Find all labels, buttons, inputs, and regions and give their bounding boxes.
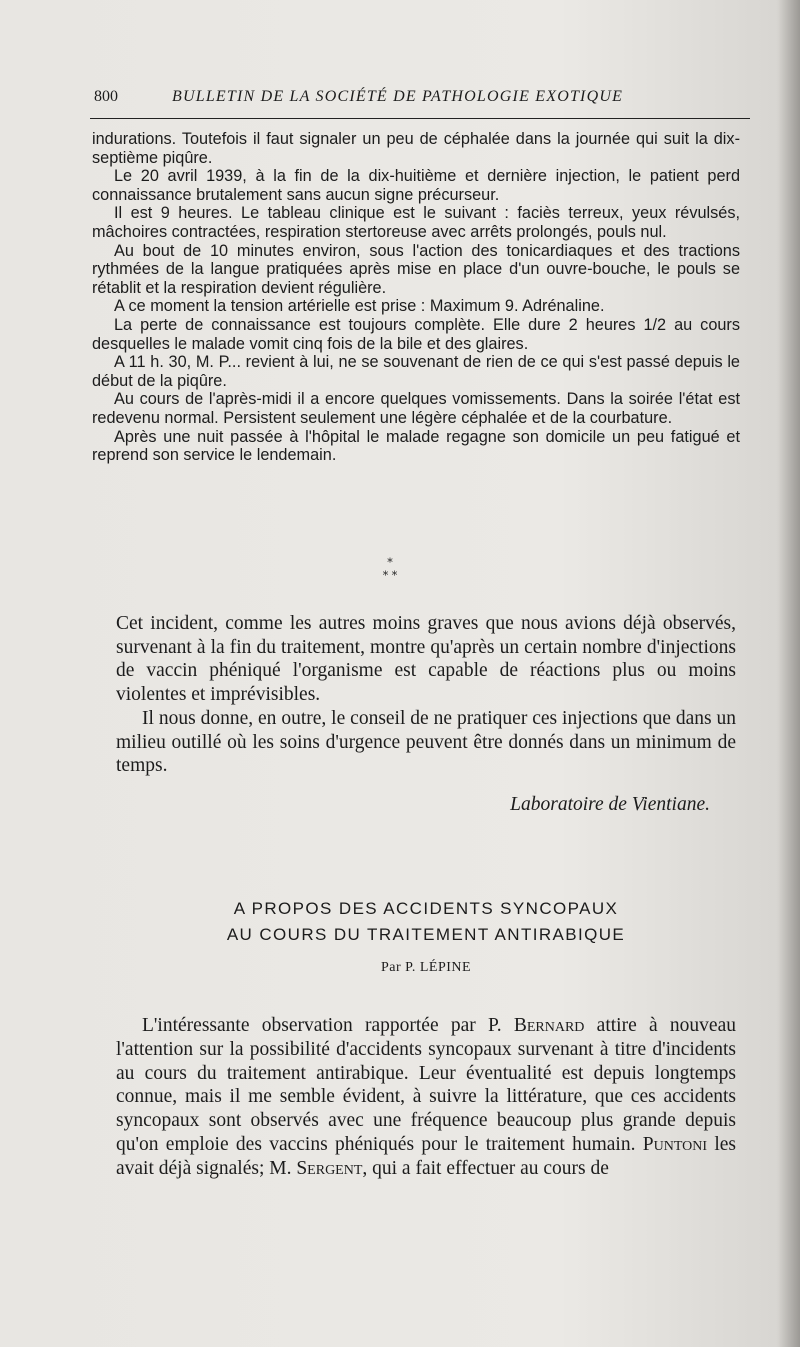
paragraph: Il est 9 heures. Le tableau clinique est le suivant : faciès terreux, yeux révulsés, mâchoires contractées, respiration stertoreuse avec arrêts prolongés, pouls nul. <box>92 204 740 241</box>
text-run: , qui a fait effectuer au cours de <box>362 1157 609 1179</box>
author-name: Sergent <box>296 1157 363 1179</box>
paragraph: La perte de connaissance est toujours complète. Elle dure 2 heures 1/2 au cours desquelles le malade vomit cinq fois de la bile et des glaires. <box>92 315 740 353</box>
section-separator <box>370 556 410 582</box>
article-title <box>116 896 736 948</box>
paragraph: Le 20 avril 1939, à la fin de la dix-huitième et dernière injection, le patient perd connaissance brutalement sans aucun signe précurseur. <box>92 167 740 204</box>
paragraph: A 11 h. 30, M. P... revient à lui, ne se souvenant de rien de ce qui s'est passé depuis le début de la piqûre. <box>92 353 740 390</box>
running-title: BULLETIN DE LA SOCIÉTÉ DE PATHOLOGIE EXOTIQUE <box>172 88 624 105</box>
text-run: L'intéressante observation rapportée par P. <box>142 1015 514 1036</box>
article-title-line: A PROPOS DES ACCIDENTS SYNCOPAUX <box>233 899 619 918</box>
paragraph: Au bout de 10 minutes environ, sous l'action des tonicardiaques et des tractions rythmées de la langue pratiquées après mise en place d'un ouvre-bouche, le pouls se rétablit et la respiration devient régulière. <box>92 241 740 297</box>
case-report-text <box>92 130 740 465</box>
paragraph: indurations. Toutefois il faut signaler un peu de céphalée dans la journée qui suit la dix-septième piqûre. <box>92 130 740 167</box>
separator-star-top: * <box>387 556 393 569</box>
article-byline: Par P. LÉPINE <box>380 960 472 975</box>
conclusion-text <box>116 612 736 778</box>
paragraph <box>116 1014 736 1181</box>
paragraph: A ce moment la tension artérielle est prise : Maximum 9. Adrénaline. <box>114 297 605 316</box>
paragraph: Après une nuit passée à l'hôpital le malade regagne son domicile un peu fatigué et reprend son service le lendemain. <box>92 427 740 465</box>
author-name: Puntoni <box>642 1133 708 1155</box>
article-body <box>116 1014 736 1181</box>
text-run: attire à nouveau l'attention sur la possibilité d'accidents syncopaux survenant à titre d'incidents au cours du traitement antirabique. Leur éventualité est depuis longtemps connue, mais il me semble évident, à suivre la littérature, que ces accidents syncopaux sont observés avec une fréquence beaucoup plus grande depuis qu'on emploie des vaccins phéniqués pour le traitement humain. <box>116 1015 736 1155</box>
paragraph: Cet incident, comme les autres moins graves que nous avions déjà observés, survenant à la fin du traitement, montre qu'après un certain nombre d'injections de vaccin phéniqué l'organisme est capable de réactions plus ou moins violentes et imprévisibles. <box>116 613 736 706</box>
page-gutter-shadow <box>778 0 800 1347</box>
paragraph: Il nous donne, en outre, le conseil de ne pratiquer ces injections que dans un milieu outillé où les soins d'urgence peuvent être donnés dans un minimum de temps. <box>116 707 736 777</box>
running-header <box>90 84 750 119</box>
separator-stars-bottom: * * <box>382 569 398 582</box>
laboratory-signoff: Laboratoire de Vientiane. <box>510 794 710 815</box>
article-title-line: AU COURS DU TRAITEMENT ANTIRABIQUE <box>226 925 626 944</box>
page-number: 800 <box>94 88 118 105</box>
paragraph: Au cours de l'après-midi il a encore quelques vomissements. Dans la soirée l'état est redevenu normal. Persistent seulement une légère céphalée et de la courbature. <box>92 390 740 427</box>
author-name: Bernard <box>513 1015 585 1036</box>
text-run: les avait déjà signalés; M. <box>116 1133 736 1179</box>
